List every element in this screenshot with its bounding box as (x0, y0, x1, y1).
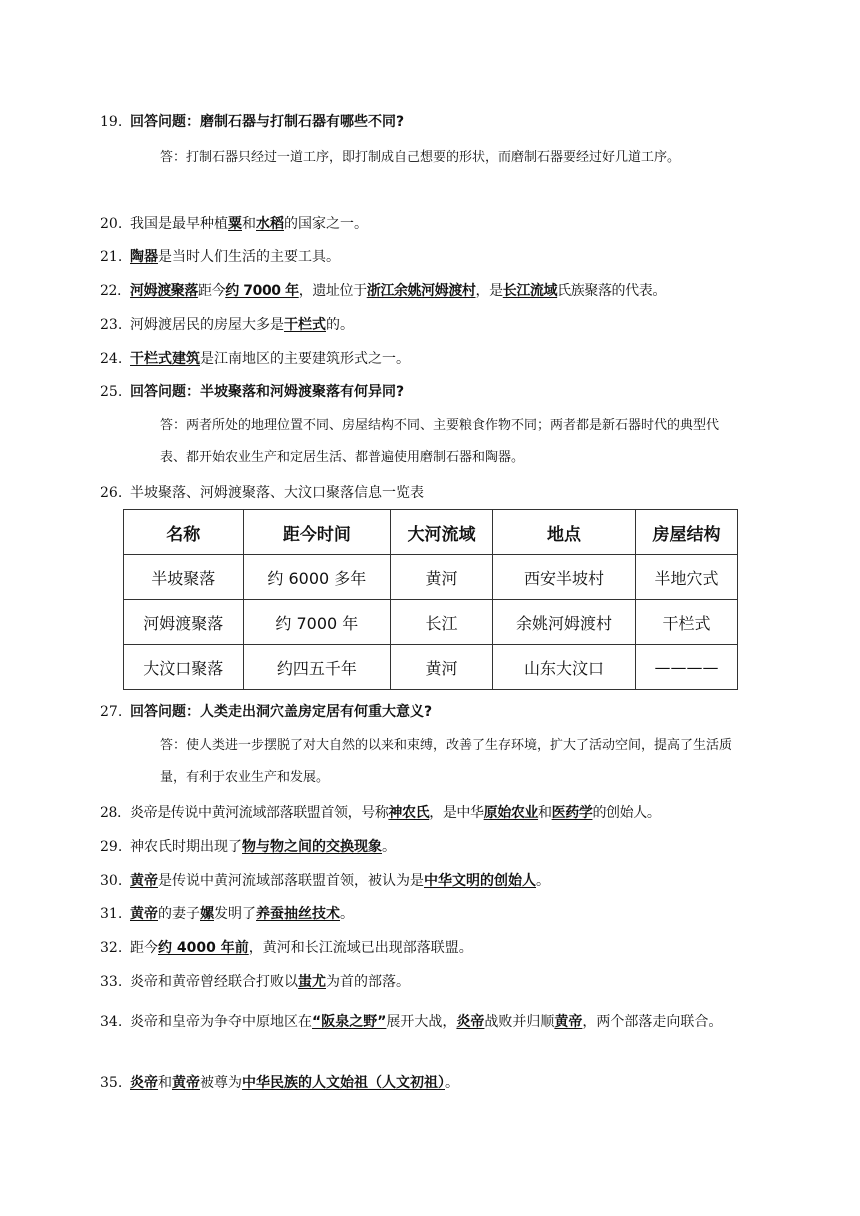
item-27 (100, 702, 740, 722)
table-header: 地点 (492, 510, 635, 555)
text: 和 (538, 805, 552, 821)
text: ，遗址位于 (298, 283, 367, 299)
question-text: 回答问题：半坡聚落和河姆渡聚落有何异同? (130, 384, 405, 400)
table-cell: 约 6000 多年 (243, 555, 390, 600)
table-cell: 半地穴式 (636, 555, 738, 600)
keyword: 炎帝 (130, 1075, 158, 1091)
answer-27: 答：使人类进一步摆脱了对大自然的以来和束缚，改善了生存环境，扩大了活动空间，提高了生活质量，有利于农业生产和发展。 (160, 738, 733, 785)
item-number: 25. (100, 384, 123, 400)
item-number: 21. (100, 249, 123, 265)
keyword: 干栏式 (284, 317, 326, 333)
text: 炎帝是传说中黄河流域部落联盟首领，号称 (130, 805, 389, 821)
table-header: 名称 (124, 510, 244, 555)
keyword: 陶器 (130, 249, 158, 265)
text: 的。 (326, 317, 354, 333)
text: 氏族聚落的代表。 (557, 283, 666, 299)
text: 是传说中黄河流域部落联盟首领，被认为是 (158, 873, 424, 889)
item-24 (100, 349, 740, 369)
text: 。 (536, 873, 550, 889)
table-cell: 余姚河姆渡村 (492, 600, 635, 645)
keyword: 浙江余姚河姆渡村 (366, 283, 476, 299)
table-caption: 半坡聚落、河姆渡聚落、大汶口聚落信息一览表 (130, 485, 424, 501)
text: 炎帝和皇帝为争夺中原地区在 (130, 1014, 312, 1030)
keyword: 水稻 (256, 216, 284, 232)
item-25 (100, 382, 740, 402)
keyword: 河姆渡聚落 (130, 283, 198, 299)
keyword: 干栏式建筑 (130, 351, 200, 367)
item-33 (100, 972, 740, 992)
table-cell: 黄河 (391, 645, 493, 690)
item-20 (100, 214, 740, 234)
text: 距今 (198, 283, 226, 299)
text: 炎帝和黄帝曾经联合打败以 (130, 974, 298, 990)
text: 的创始人。 (592, 805, 661, 821)
keyword: 黄帝 (130, 906, 158, 922)
text: 神农氏时期出现了 (130, 839, 242, 855)
text: 。 (340, 906, 354, 922)
keyword: 养蚕抽丝技术 (256, 906, 340, 922)
item-number: 34. (100, 1014, 123, 1030)
text: 是当时人们生活的主要工具。 (158, 249, 340, 265)
table-cell: 西安半坡村 (492, 555, 635, 600)
text: ，两个部落走向联合。 (582, 1014, 723, 1030)
text: 和 (242, 216, 256, 232)
keyword: 医药学 (551, 805, 593, 821)
text: 河姆渡居民的房屋大多是 (130, 317, 284, 333)
keyword: “阪泉之野” (312, 1014, 387, 1030)
question-text: 回答问题：人类走出洞穴盖房定居有何重大意义? (130, 704, 433, 720)
item-31 (100, 904, 740, 924)
table-cell: 约四五千年 (243, 645, 390, 690)
table-row (124, 555, 738, 600)
table-cell: 长江 (391, 600, 493, 645)
text: 和 (158, 1075, 172, 1091)
item-22 (100, 281, 740, 301)
item-35 (100, 1073, 740, 1093)
table-row (124, 600, 738, 645)
item-number: 33. (100, 974, 123, 990)
table-cell: 半坡聚落 (124, 555, 244, 600)
table-cell: 山东大汶口 (492, 645, 635, 690)
item-29 (100, 837, 740, 857)
text: 的国家之一。 (284, 216, 368, 232)
table-header: 大河流域 (391, 510, 493, 555)
table-cell: 黄河 (391, 555, 493, 600)
text: ，黄河和长江流域已出现部落联盟。 (248, 940, 473, 956)
text: 我国是最早种植 (130, 216, 228, 232)
item-number: 26. (100, 485, 123, 501)
item-number: 22. (100, 283, 122, 299)
answer-25: 答：两者所处的地理位置不同、房屋结构不同、主要粮食作物不同；两者都是新石器时代的典型代表、都开始农业生产和定居生活、都普遍使用磨制石器和陶器。 (160, 418, 720, 465)
item-34 (100, 1005, 740, 1039)
keyword: 炎帝 (456, 1014, 485, 1030)
keyword: 粟 (228, 216, 242, 232)
item-26 (100, 483, 740, 503)
keyword: 黄帝 (130, 873, 158, 889)
table-row (124, 645, 738, 690)
keyword: 黄帝 (172, 1075, 200, 1091)
table-cell: 干栏式 (636, 600, 738, 645)
item-number: 19. (100, 114, 123, 130)
item-28 (100, 803, 740, 823)
keyword: 约 4000 年前 (158, 940, 249, 956)
item-number: 27. (100, 704, 123, 720)
item-19 (100, 112, 740, 132)
keyword: 神农氏 (388, 805, 430, 821)
text: 。 (445, 1075, 459, 1091)
keyword: 物与物之间的交换现象 (242, 839, 382, 855)
item-number: 20. (100, 216, 123, 232)
table-cell: 大汶口聚落 (124, 645, 244, 690)
keyword: 原始农业 (483, 805, 539, 821)
item-number: 31. (100, 906, 123, 922)
keyword: 长江流域 (502, 283, 558, 299)
table-header: 距今时间 (243, 510, 390, 555)
text: ，是 (475, 283, 503, 299)
item-number: 32. (100, 940, 123, 956)
text: 是江南地区的主要建筑形式之一。 (200, 351, 410, 367)
keyword: 蚩尤 (298, 974, 326, 990)
item-30 (100, 871, 740, 891)
text: 展开大战， (386, 1014, 457, 1030)
table-cell: 约 7000 年 (243, 600, 390, 645)
question-text: 回答问题：磨制石器与打制石器有哪些不同? (130, 114, 405, 130)
text: ，是中华 (429, 805, 484, 821)
item-number: 24. (100, 351, 123, 367)
answer-19: 答：打制石器只经过一道工序，即打制成自己想要的形状，而磨制石器要经过好几道工序。 (160, 150, 681, 165)
keyword: 约 7000 年 (225, 283, 299, 299)
text: 。 (382, 839, 396, 855)
keyword: 嫘 (200, 906, 214, 922)
text: 距今 (130, 940, 158, 956)
item-21 (100, 247, 740, 267)
text: 战败并归顺 (484, 1014, 555, 1030)
text: 被尊为 (200, 1075, 242, 1091)
table-header: 房屋结构 (636, 510, 738, 555)
table-header-row (124, 510, 738, 555)
table-cell: 河姆渡聚落 (124, 600, 244, 645)
item-32 (100, 938, 740, 958)
item-number: 30. (100, 873, 123, 889)
keyword: 中华文明的创始人 (424, 873, 536, 889)
text: 的妻子 (158, 906, 200, 922)
text: 发明了 (214, 906, 256, 922)
text: 为首的部落。 (326, 974, 410, 990)
item-23 (100, 315, 740, 335)
keyword: 黄帝 (554, 1014, 583, 1030)
keyword: 中华民族的人文始祖（人文初祖） (242, 1075, 445, 1091)
table-cell: ———— (636, 645, 738, 690)
settlement-table (123, 509, 738, 690)
item-number: 29. (100, 839, 123, 855)
item-number: 28. (100, 805, 122, 821)
item-number: 23. (100, 317, 123, 333)
item-number: 35. (100, 1075, 123, 1091)
